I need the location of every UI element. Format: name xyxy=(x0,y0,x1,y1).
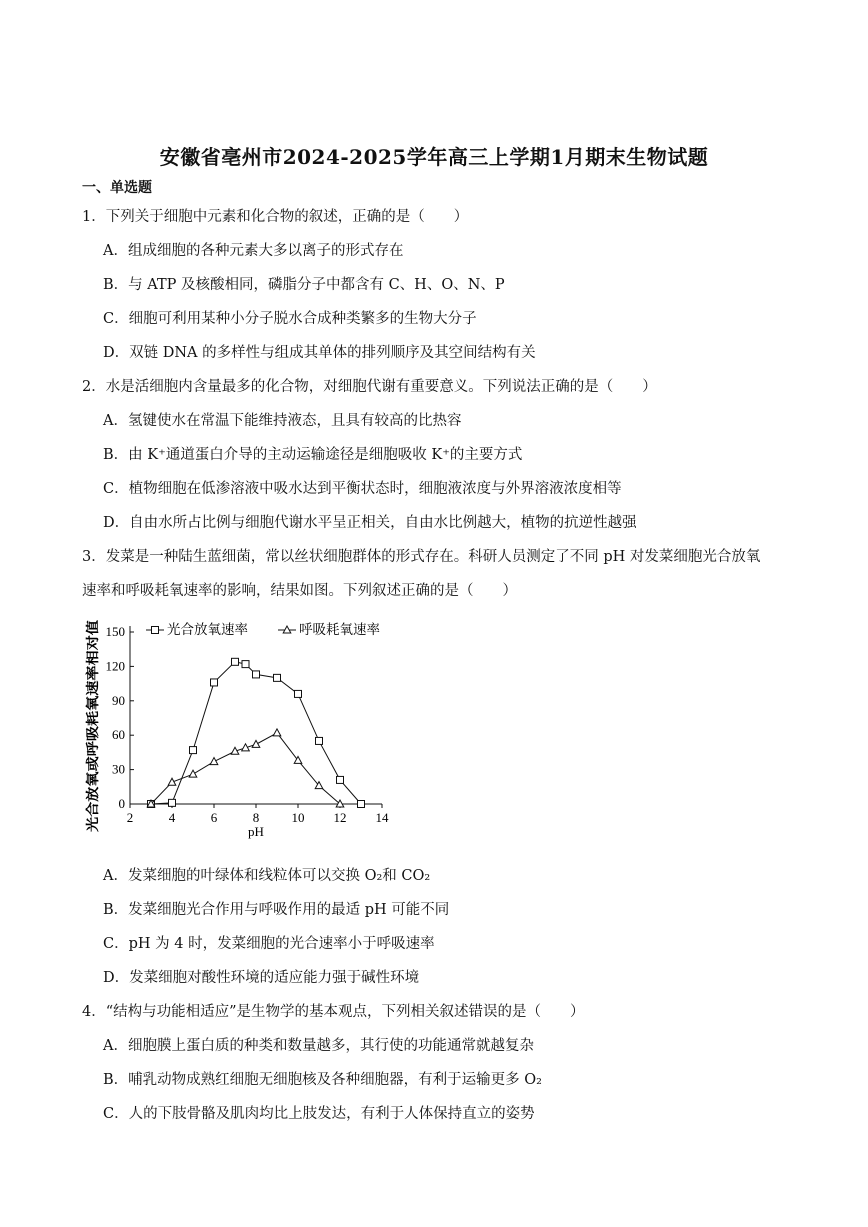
q3-option-b: B．发菜细胞光合作用与呼吸作用的最适 pH 可能不同 xyxy=(103,902,450,918)
x-tick-label: 10 xyxy=(291,810,305,825)
data-point-square xyxy=(242,661,249,668)
legend-label-2: 呼吸耗氧速率 xyxy=(299,622,380,638)
x-tick-label: 2 xyxy=(126,810,134,825)
x-tick-label: 4 xyxy=(168,810,176,825)
question-1-stem: 1．下列关于细胞中元素和化合物的叙述，正确的是（ ） xyxy=(82,209,469,225)
data-point-square xyxy=(253,671,260,678)
data-point-square xyxy=(274,674,281,681)
legend-label-1: 光合放氧速率 xyxy=(167,622,248,638)
data-point-square xyxy=(295,690,302,697)
data-point-triangle xyxy=(252,740,260,747)
x-tick-label: 6 xyxy=(210,810,218,825)
y-tick-label: 120 xyxy=(105,658,125,674)
data-point-square xyxy=(337,776,344,783)
q3-option-c: C．pH 为 4 时，发菜细胞的光合速率小于呼吸速率 xyxy=(103,936,435,952)
question-2-stem: 2．水是活细胞内含量最多的化合物，对细胞代谢有重要意义。下列说法正确的是（ ） xyxy=(82,379,657,395)
q1-option-a: A．组成细胞的各种元素大多以离子的形式存在 xyxy=(103,243,404,259)
data-point-square xyxy=(358,801,365,808)
x-axis-label: pH xyxy=(248,824,264,839)
y-tick-label: 0 xyxy=(118,796,125,811)
q2-option-b: B．由 K⁺通道蛋白介导的主动运输途径是细胞吸收 K⁺的主要方式 xyxy=(103,447,523,463)
y-tick-label: 30 xyxy=(112,761,125,777)
data-point-square xyxy=(169,799,176,806)
ph-rate-chart xyxy=(80,612,410,842)
data-point-square xyxy=(190,747,197,754)
y-tick-label: 150 xyxy=(105,624,125,639)
question-4-stem: 4．“结构与功能相适应”是生物学的基本观点，下列相关叙述错误的是（ ） xyxy=(82,1004,585,1020)
x-tick-label: 12 xyxy=(333,810,347,825)
q3-option-a: A．发菜细胞的叶绿体和线粒体可以交换 O₂和 CO₂ xyxy=(103,868,431,884)
y-tick-label: 90 xyxy=(112,692,125,708)
q1-option-b: B．与 ATP 及核酸相同，磷脂分子中都含有 C、H、O、N、P xyxy=(103,277,505,293)
x-tick-label: 8 xyxy=(252,810,260,825)
y-axis-label: 光合放氧或呼吸耗氧速率相对值 xyxy=(86,649,101,832)
q2-option-d: D．自由水所占比例与细胞代谢水平呈正相关，自由水比例越大，植物的抗逆性越强 xyxy=(103,515,637,531)
q2-option-c: C．植物细胞在低渗溶液中吸水达到平衡状态时，细胞液浓度与外界溶液浓度相等 xyxy=(103,481,622,497)
q4-option-c: C．人的下肢骨骼及肌肉均比上肢发达，有利于人体保持直立的姿势 xyxy=(103,1106,535,1122)
page-title: 安徽省亳州市2024-2025学年高三上学期1月期末生物试题 xyxy=(159,145,709,169)
q4-option-b: B．哺乳动物成熟红细胞无细胞核及各种细胞器，有利于运输更多 O₂ xyxy=(103,1072,542,1088)
q3-option-d: D．发菜细胞对酸性环境的适应能力强于碱性环境 xyxy=(103,970,420,986)
data-point-square xyxy=(211,679,218,686)
x-tick-label: 14 xyxy=(375,810,389,825)
q2-option-a: A．氢键使水在常温下能维持液态，且具有较高的比热容 xyxy=(103,413,462,429)
q1-option-d: D．双链 DNA 的多样性与组成其单体的排列顺序及其空间结构有关 xyxy=(103,345,536,361)
question-3-stem-line1: 3．发菜是一种陆生蓝细菌，常以丝状细胞群体的形式存在。科研人员测定了不同 pH 对发菜细胞光合放氧 xyxy=(82,549,761,565)
q1-option-c: C．细胞可利用某种小分子脱水合成种类繁多的生物大分子 xyxy=(103,311,477,327)
y-tick-label: 60 xyxy=(112,727,125,743)
q4-option-a: A．细胞膜上蛋白质的种类和数量越多，其行使的功能通常就越复杂 xyxy=(103,1038,534,1054)
section-heading: 一、单选题 xyxy=(82,180,152,196)
question-3-stem-line2: 速率和呼吸耗氧速率的影响，结果如图。下列叙述正确的是（ ） xyxy=(82,583,517,599)
series-line-1 xyxy=(151,662,361,804)
data-point-triangle xyxy=(189,770,197,777)
data-point-square xyxy=(316,737,323,744)
data-point-square xyxy=(232,658,239,665)
legend-marker-square xyxy=(152,627,159,634)
data-point-triangle xyxy=(273,729,281,736)
data-point-triangle xyxy=(210,758,218,765)
